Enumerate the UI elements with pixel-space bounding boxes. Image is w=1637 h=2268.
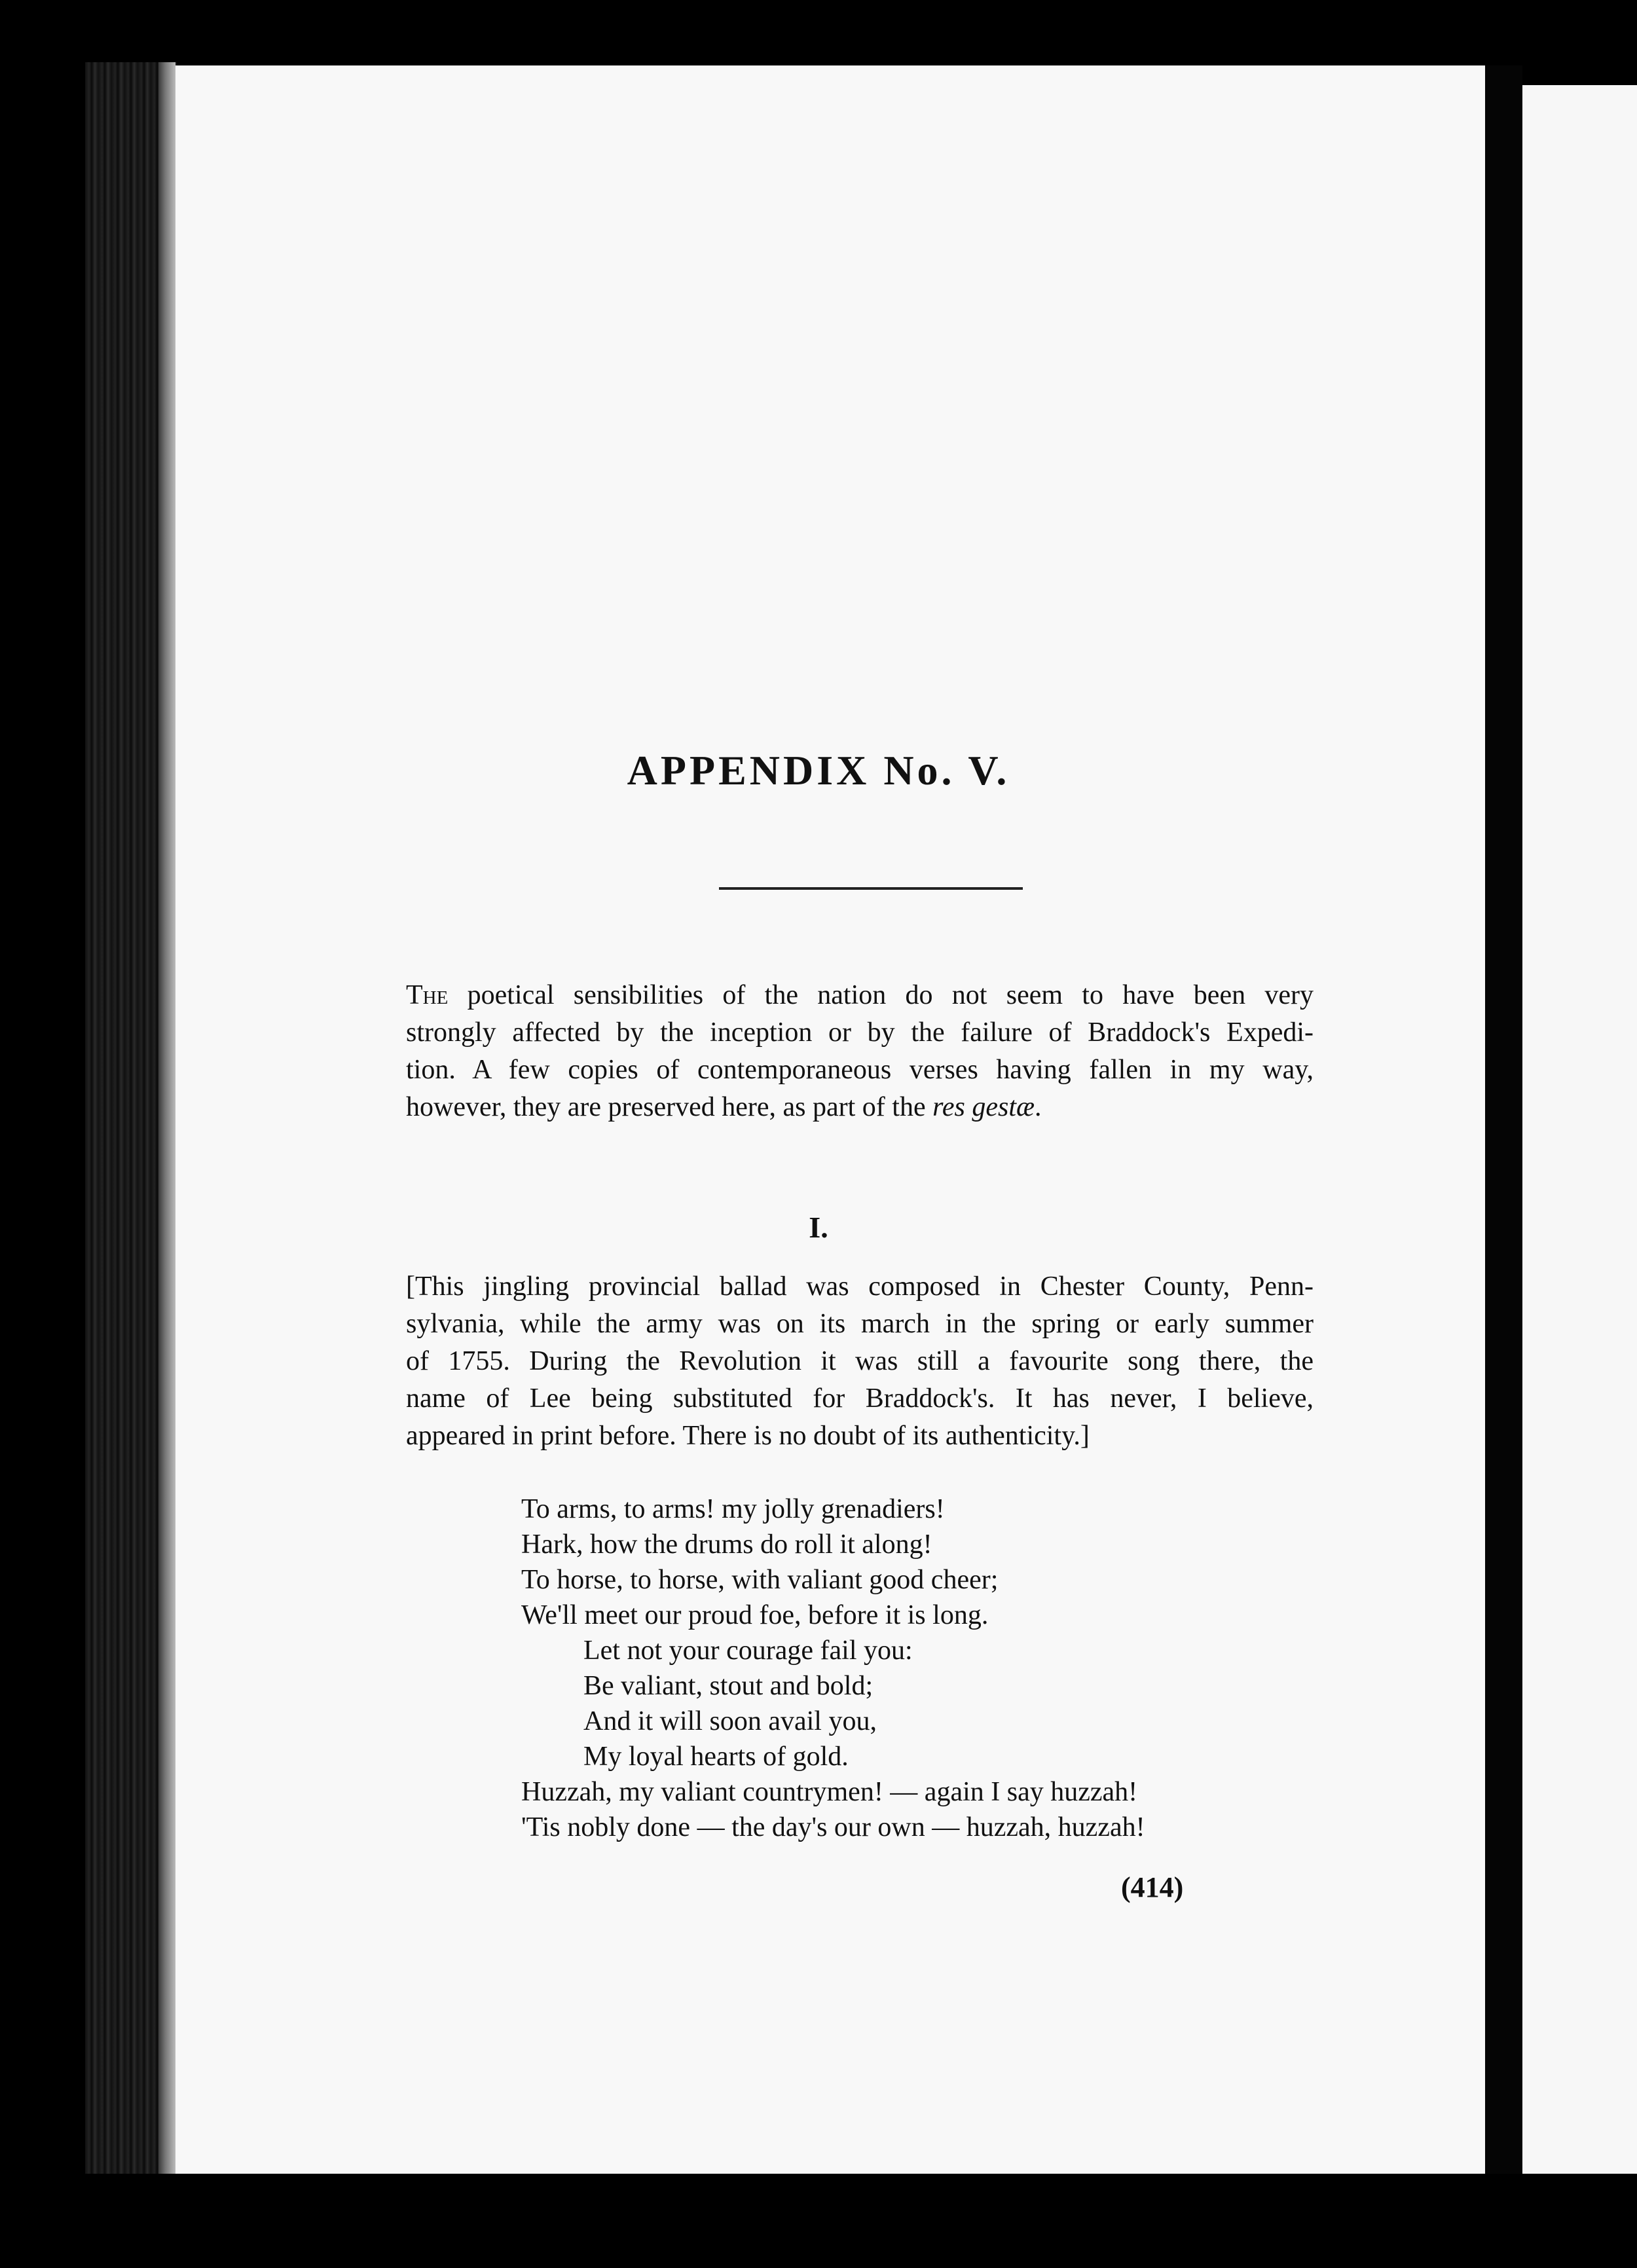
verse-line: Be valiant, stout and bold; — [583, 1671, 874, 1701]
intro-line: tion. A few copies of contemporaneous verses having fallen in my way, — [406, 1055, 1314, 1085]
note-line: sylvania, while the army was on its march in the spring or early summer — [406, 1309, 1314, 1339]
intro-line: however, they are preserved here, as part of the res gestæ. — [406, 1092, 1042, 1122]
verse-line: To arms, to arms! my jolly grenadiers! — [521, 1494, 945, 1524]
verse-line: 'Tis nobly done — the day's our own — huzzah, huzzah! — [521, 1812, 1145, 1842]
verse-line: And it will soon avail you, — [583, 1706, 877, 1736]
ballad-verse — [521, 1491, 1145, 1845]
section-numeral: I. — [809, 1211, 828, 1244]
intro-lead-word: The — [406, 980, 449, 1010]
verse-line: My loyal hearts of gold. — [583, 1742, 849, 1772]
page-stack-edge — [158, 62, 175, 2177]
verse-line: To horse, to horse, with valiant good cheer; — [521, 1565, 999, 1595]
res-gestae-italic: res gestæ — [932, 1092, 1035, 1122]
scan-border — [0, 2174, 1637, 2268]
verse-line: Hark, how the drums do roll it along! — [521, 1529, 932, 1560]
note-line: appeared in print before. There is no doubt of its authenticity.] — [406, 1421, 1090, 1451]
verse-line: Let not your courage fail you: — [583, 1636, 913, 1666]
intro-line: The poetical sensibilities of the nation do not seem to have been very — [406, 980, 1314, 1010]
note-line: [This jingling provincial ballad was composed in Chester County, Penn- — [406, 1271, 1314, 1302]
facing-page-edge — [1522, 85, 1637, 2174]
title-rule — [719, 887, 1023, 890]
verse-line: We'll meet our proud foe, before it is long. — [521, 1600, 989, 1630]
editorial-note — [406, 1268, 1314, 1455]
page-number: (414) — [1121, 1871, 1184, 1903]
appendix-title: APPENDIX No. V. — [627, 747, 1010, 794]
intro-line: strongly affected by the inception or by the failure of Braddock's Expedi- — [406, 1017, 1314, 1048]
note-line: name of Lee being substituted for Braddock's. It has never, I believe, — [406, 1383, 1314, 1414]
page-gutter — [1485, 65, 1522, 2174]
intro-paragraph — [406, 977, 1314, 1126]
note-line: of 1755. During the Revolution it was still a favourite song there, the — [406, 1346, 1314, 1376]
verse-line: Huzzah, my valiant countrymen! — again I say huzzah! — [521, 1777, 1138, 1807]
